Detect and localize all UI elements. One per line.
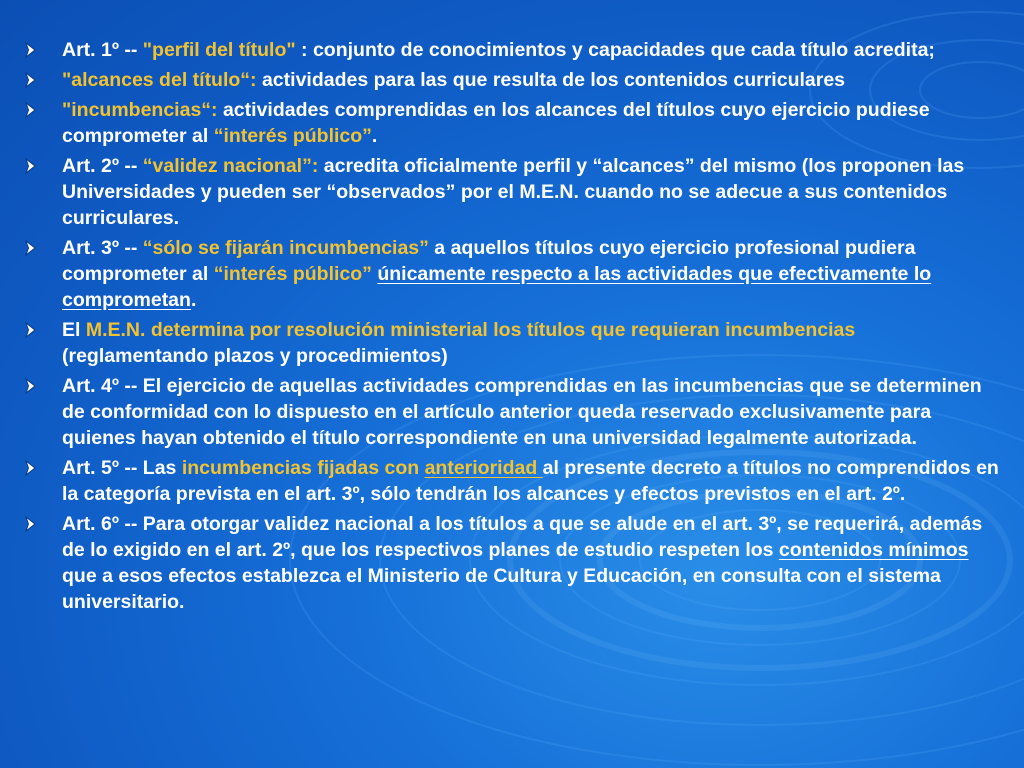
text-segment: actividades comprendidas en los alcances del títulos cuyo ejercicio pudiese comprometer al [62, 99, 930, 147]
arrow-bullet-icon [22, 455, 42, 481]
bullet-item [22, 37, 1002, 63]
text-segment: actividades para las que resulta de los contenidos curriculares [256, 69, 846, 91]
text-segment: Art. 4º -- El ejercicio de aquellas actividades comprendidas en las incumbencias que se determinen de conformidad con lo dispuesto en el artículo anterior queda reservado exclusivamente para quienes hayan obtenido el título correspondiente en una universidad legalmente autorizada. [62, 375, 982, 449]
bullet-item [22, 97, 1002, 149]
bullet-list [22, 37, 1002, 615]
text-segment: incumbencias fijadas con [181, 457, 425, 479]
text-segment: contenidos mínimos [778, 539, 969, 561]
text-segment: “validez nacional”: [142, 155, 319, 177]
text-segment: que a esos efectos establezca el Ministerio de Cultura y Educación, en consulta con el sistema universitario. [62, 565, 941, 613]
bullet-item [22, 511, 1002, 615]
text-segment: . [190, 289, 197, 311]
text-segment: "alcances del título“: [62, 69, 257, 91]
text-segment: “interés público” [213, 125, 372, 147]
text-segment: “sólo se fijarán incumbencias” [142, 237, 429, 259]
arrow-bullet-icon [22, 67, 42, 93]
text-segment: únicamente respecto a las actividades que efectivamente lo comprometan [62, 263, 932, 311]
text-segment: acredita oficialmente perfil y “alcances” del mismo (los proponen las Universidades y pueden ser “observados” por el M.E.N. cuando no se adecue a sus contenidos curriculares. [62, 155, 965, 229]
text-segment: . [371, 125, 378, 147]
bullet-item [22, 373, 1002, 451]
text-segment: a aquellos títulos cuyo ejercicio profesional pudiera comprometer al [62, 237, 916, 285]
arrow-bullet-icon [22, 511, 42, 537]
arrow-bullet-icon [22, 235, 42, 261]
text-segment: anterioridad [424, 457, 543, 479]
arrow-bullet-icon [22, 317, 42, 343]
text-segment: Art. 6º -- Para otorgar validez nacional a los títulos a que se alude en el art. 3º, se requerirá, además de lo exigido en el art. 2º, que los respectivos planes de estudio respeten los [62, 513, 983, 561]
bullet-item [22, 153, 1002, 231]
bullet-item [22, 235, 1002, 313]
text-segment: : conjunto de conocimientos y capacidades que cada título acredita; [295, 39, 935, 61]
text-segment: “interés público” [213, 263, 372, 285]
text-segment: Art. 1º -- [62, 39, 143, 61]
text-segment: El [62, 319, 86, 341]
bullet-item [22, 67, 1002, 93]
arrow-bullet-icon [22, 373, 42, 399]
text-segment: al presente decreto a títulos no comprendidos en la categoría prevista en el art. 3º, sólo tendrán los alcances y efectos previstos en el art. 2º. [62, 457, 999, 505]
arrow-bullet-icon [22, 153, 42, 179]
text-segment: M.E.N. determina por resolución ministerial los títulos que requieran incumbencias [85, 319, 856, 341]
text-segment: "incumbencias“: [62, 99, 218, 121]
text-segment: Art. 3º -- [62, 237, 143, 259]
slide-content [22, 37, 1002, 619]
text-segment: (reglamentando plazos y procedimientos) [62, 345, 448, 367]
text-segment: Art. 5º -- Las [62, 457, 182, 479]
text-segment: Art. 2º -- [62, 155, 143, 177]
arrow-bullet-icon [22, 97, 42, 123]
bullet-item [22, 317, 1002, 369]
arrow-bullet-icon [22, 37, 42, 63]
text-segment: "perfil del título" [142, 39, 296, 61]
bullet-item [22, 455, 1002, 507]
